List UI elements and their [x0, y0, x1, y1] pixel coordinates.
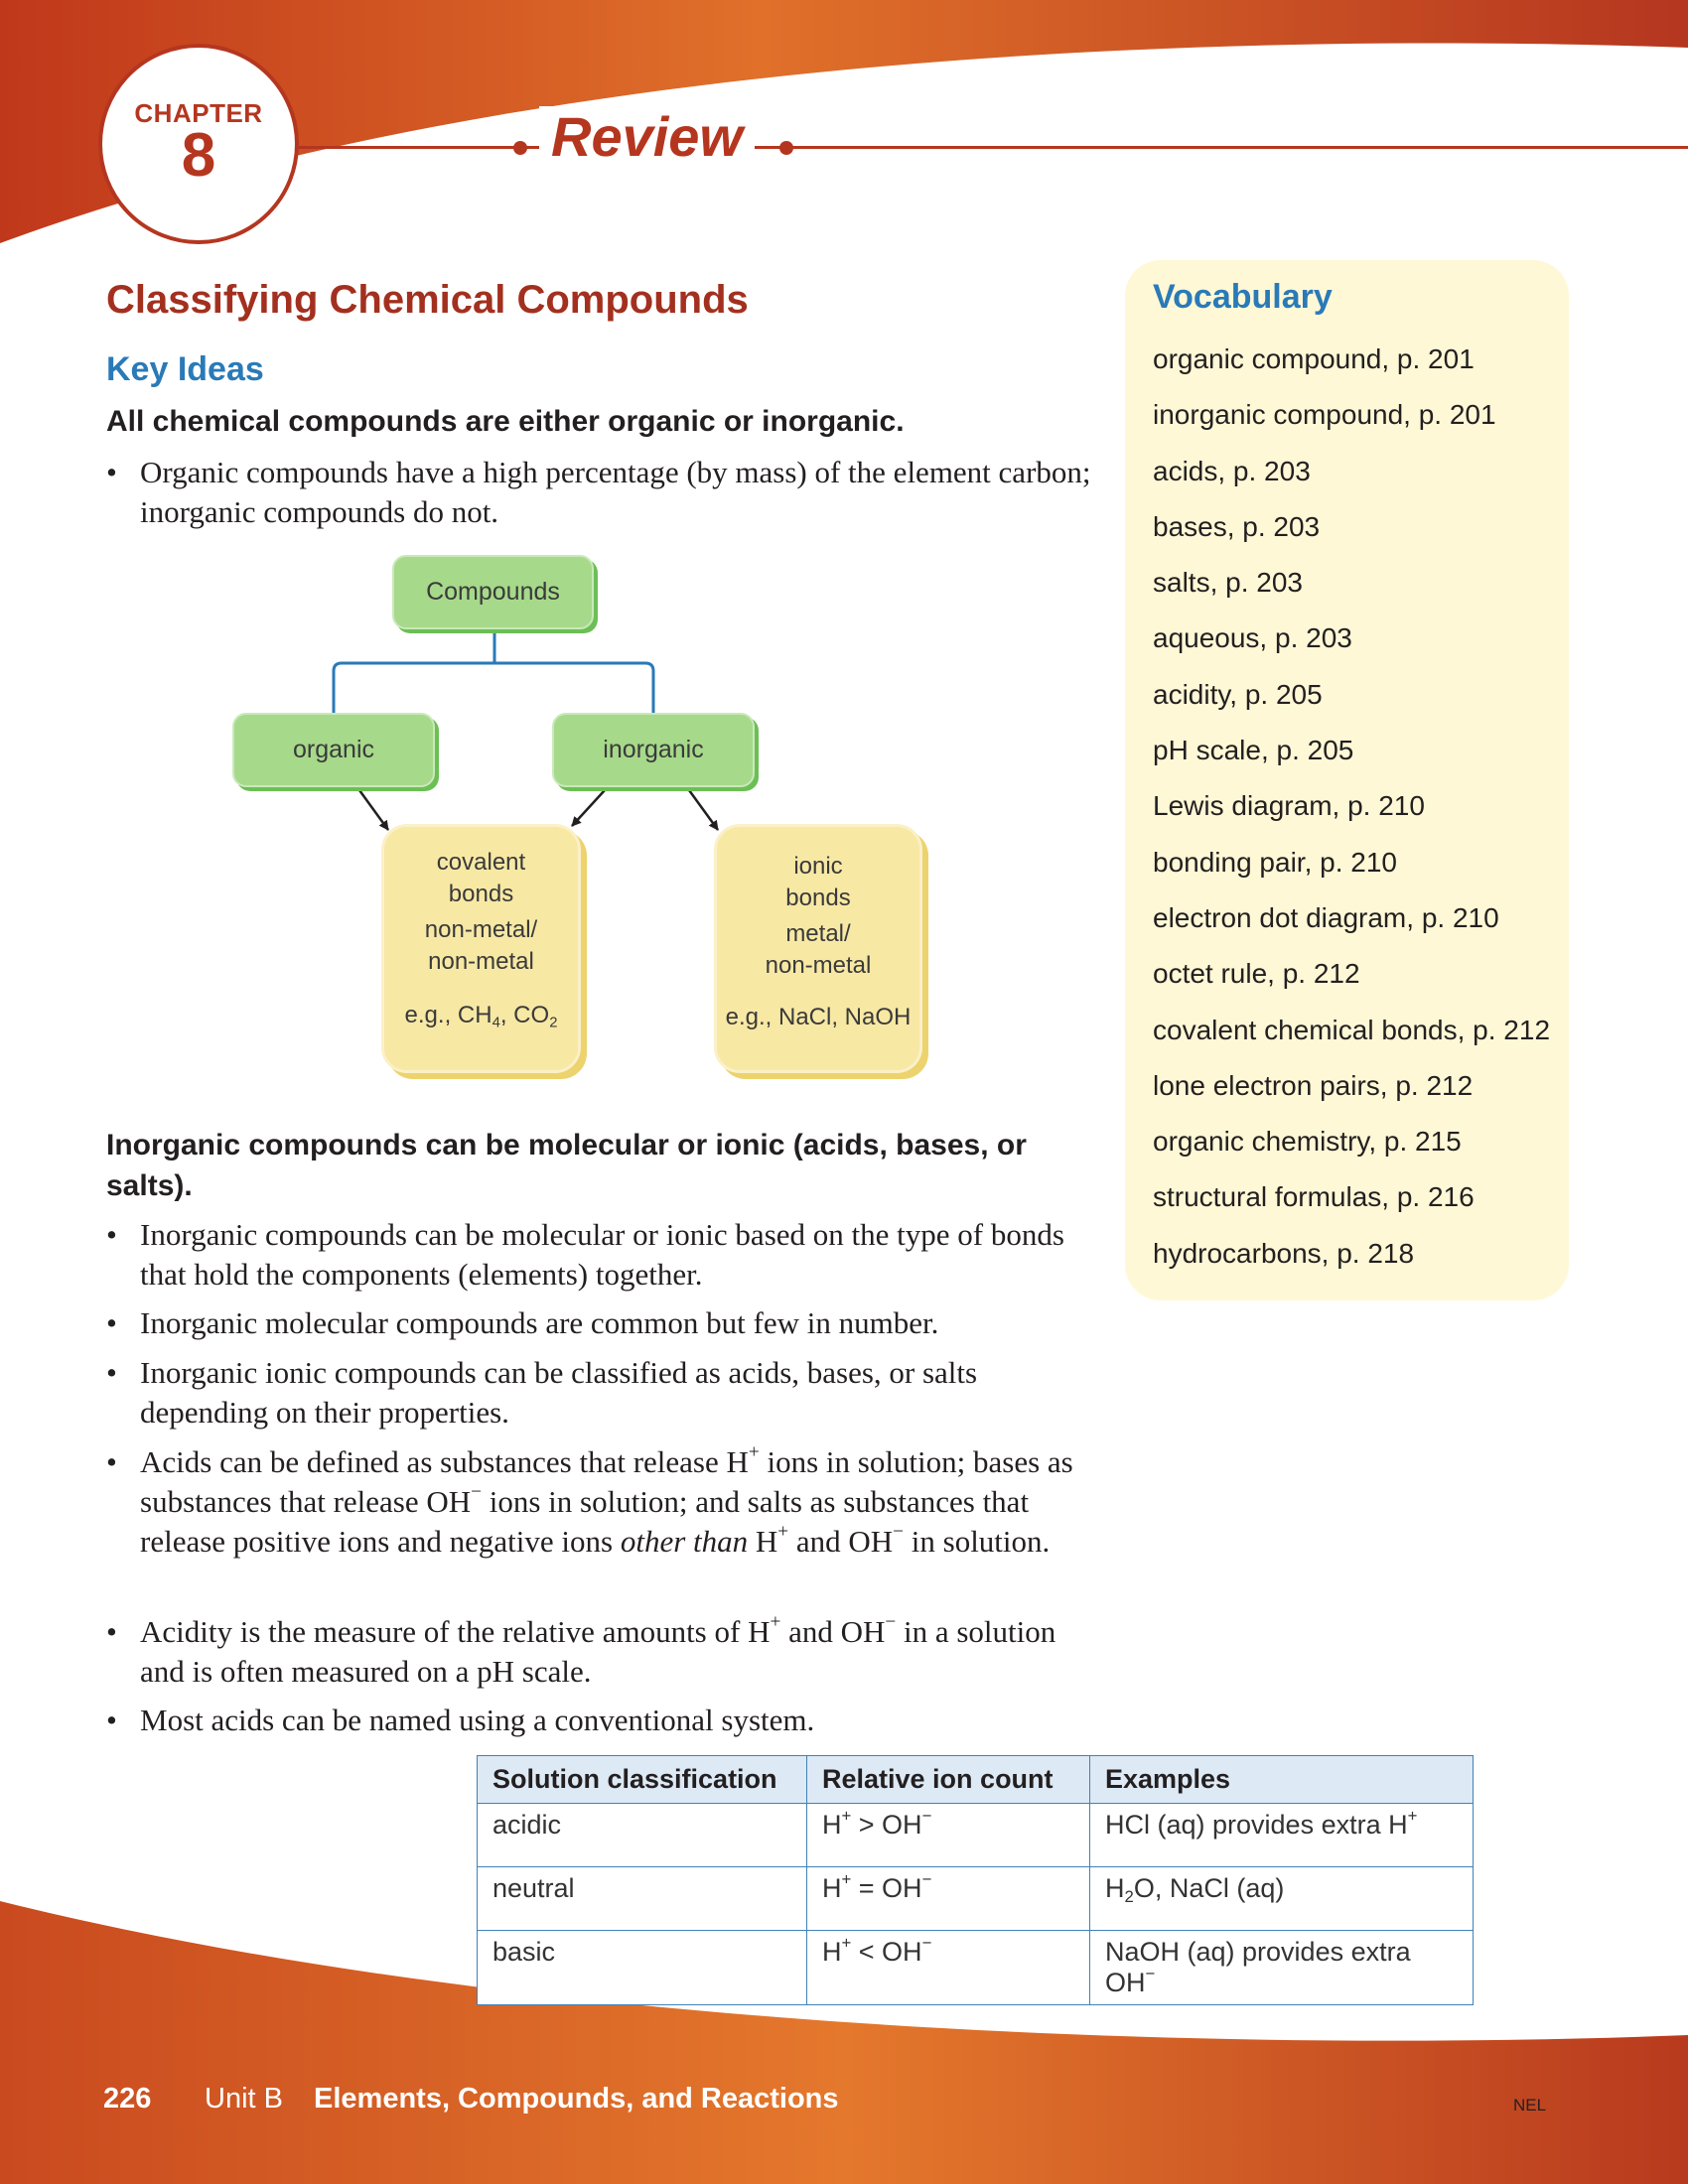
vocabulary-item: organic chemistry, p. 215: [1153, 1126, 1462, 1158]
arrow-inorganic-covalent: [572, 790, 605, 826]
bullet-text: Acids can be defined as substances that release H+ ions in solution; bases as substances that release OH− ions in solution; and salts as substances that release positive ions and negative ions other than H+ and OH− in solution.: [140, 1441, 1073, 1559]
vocabulary-item: covalent chemical bonds, p. 212: [1153, 1014, 1551, 1045]
vocabulary-item: bonding pair, p. 210: [1153, 846, 1397, 878]
covalent-line3: non-metal/: [424, 916, 538, 943]
covalent-line4: non-metal: [428, 948, 534, 975]
table-header-cell: Solution classification: [478, 1756, 807, 1804]
ionic-line3: metal/: [785, 920, 851, 947]
table-header-cell: Examples: [1090, 1756, 1474, 1804]
diagram-box-compounds: Compounds: [392, 555, 594, 629]
bullet-text: Inorganic ionic compounds can be classified as acids, bases, or salts depending on their properties.: [140, 1355, 978, 1430]
table-row: [478, 1931, 1474, 2005]
vocabulary-item: structural formulas, p. 216: [1153, 1181, 1475, 1213]
arrow-organic-covalent: [359, 790, 388, 830]
covalent-line1: covalent: [436, 849, 526, 876]
table-cell: HCl (aq) provides extra H+: [1090, 1804, 1474, 1867]
vocabulary-list: [1153, 340, 1550, 1290]
list-item: [106, 1701, 1099, 1740]
vocabulary-item: bases, p. 203: [1153, 510, 1321, 542]
table-cell: acidic: [478, 1804, 807, 1867]
table-cell: basic: [478, 1931, 807, 2005]
table-header-cell: Relative ion count: [807, 1756, 1090, 1804]
bullet-dot: •: [106, 1305, 117, 1340]
table-row: [478, 1867, 1474, 1931]
acidity-table: [477, 1755, 1474, 2005]
vocabulary-item: pH scale, p. 205: [1153, 735, 1354, 766]
table-header-row: [478, 1756, 1474, 1804]
ionic-line4: non-metal: [765, 952, 872, 979]
publisher-mark: NEL: [1513, 2096, 1547, 2115]
ionic-example: e.g., NaCl, NaOH: [725, 1004, 912, 1030]
chapter-number: 8: [181, 121, 216, 190]
key-ideas-heading: Key Ideas: [106, 350, 264, 388]
list-item: [106, 1303, 1099, 1343]
vocabulary-item: aqueous, p. 203: [1153, 622, 1352, 654]
bullet-dot: •: [106, 1355, 117, 1390]
vocabulary-item: organic compound, p. 201: [1153, 343, 1475, 374]
arrow-inorganic-ionic: [689, 790, 718, 830]
vocabulary-title: Vocabulary: [1153, 278, 1333, 316]
ionic-line2: bonds: [785, 885, 851, 911]
footer-unit-title: Elements, Compounds, and Reactions: [314, 2083, 839, 2115]
page-number: 226: [103, 2083, 152, 2115]
tree-branch: [334, 663, 653, 713]
chapter-label: CHAPTER: [134, 98, 263, 128]
bullet-text: Inorganic molecular compounds are common but few in number.: [140, 1305, 939, 1340]
diagram-box-ionic: [714, 824, 922, 1073]
key-idea-2-heading: Inorganic compounds can be molecular or ionic (acids, bases, or salts).: [106, 1129, 1027, 1202]
ionic-line1: ionic: [793, 853, 843, 880]
bullet-dot: •: [106, 1444, 117, 1479]
list-item: [106, 1612, 1099, 1692]
bullet-dot: •: [106, 1217, 117, 1252]
table-cell: H+ = OH−: [807, 1867, 1090, 1931]
table-cell: H+ < OH−: [807, 1931, 1090, 2005]
bullet-text: Acidity is the measure of the relative amounts of H+ and OH− in a solution and is often measured on a pH scale.: [140, 1611, 1056, 1689]
bullet-text: Most acids can be named using a conventional system.: [140, 1703, 815, 1737]
covalent-line2: bonds: [448, 881, 514, 907]
diagram-box-organic: organic: [232, 713, 435, 787]
list-item: [106, 1442, 1119, 1562]
footer-unit: Unit B: [205, 2083, 283, 2115]
table-cell: neutral: [478, 1867, 807, 1931]
diagram-box-inorganic: inorganic: [552, 713, 755, 787]
vocabulary-item: hydrocarbons, p. 218: [1153, 1237, 1415, 1269]
vocabulary-item: octet rule, p. 212: [1153, 958, 1360, 990]
section-title: Review: [539, 106, 755, 168]
vocabulary-item: Lewis diagram, p. 210: [1153, 790, 1425, 822]
list-item: [106, 1353, 1079, 1433]
table-row: [478, 1804, 1474, 1867]
diagram-box-covalent: [381, 824, 581, 1073]
vocabulary-item: acidity, p. 205: [1153, 678, 1323, 710]
covalent-example: e.g., $CH_4$, $CO_2$: [404, 1002, 558, 1031]
table-cell: NaOH (aq) provides extra OH−: [1090, 1931, 1474, 2005]
page-title: Classifying Chemical Compounds: [106, 278, 749, 322]
bullet-dot: •: [106, 1614, 117, 1649]
table-cell: H+ > OH−: [807, 1804, 1090, 1867]
vocabulary-item: acids, p. 203: [1153, 455, 1311, 486]
bullet-text: Organic compounds have a high percentage (by mass) of the element carbon; inorganic compounds do not.: [140, 455, 1091, 529]
bullet-dot: •: [106, 1703, 117, 1737]
vocabulary-item: inorganic compound, p. 201: [1153, 399, 1496, 431]
key-idea-1-heading: All chemical compounds are either organic or inorganic.: [106, 405, 905, 438]
bullet-dot: •: [106, 455, 117, 489]
bullet-text: Inorganic compounds can be molecular or ionic based on the type of bonds that hold the components (elements) together.: [140, 1217, 1064, 1292]
vocabulary-item: salts, p. 203: [1153, 567, 1303, 599]
table-cell: $H_2O$, NaCl (aq): [1090, 1867, 1474, 1931]
vocabulary-item: lone electron pairs, p. 212: [1153, 1069, 1474, 1101]
list-item: [106, 1215, 1099, 1295]
vocabulary-item: electron dot diagram, p. 210: [1153, 901, 1499, 933]
